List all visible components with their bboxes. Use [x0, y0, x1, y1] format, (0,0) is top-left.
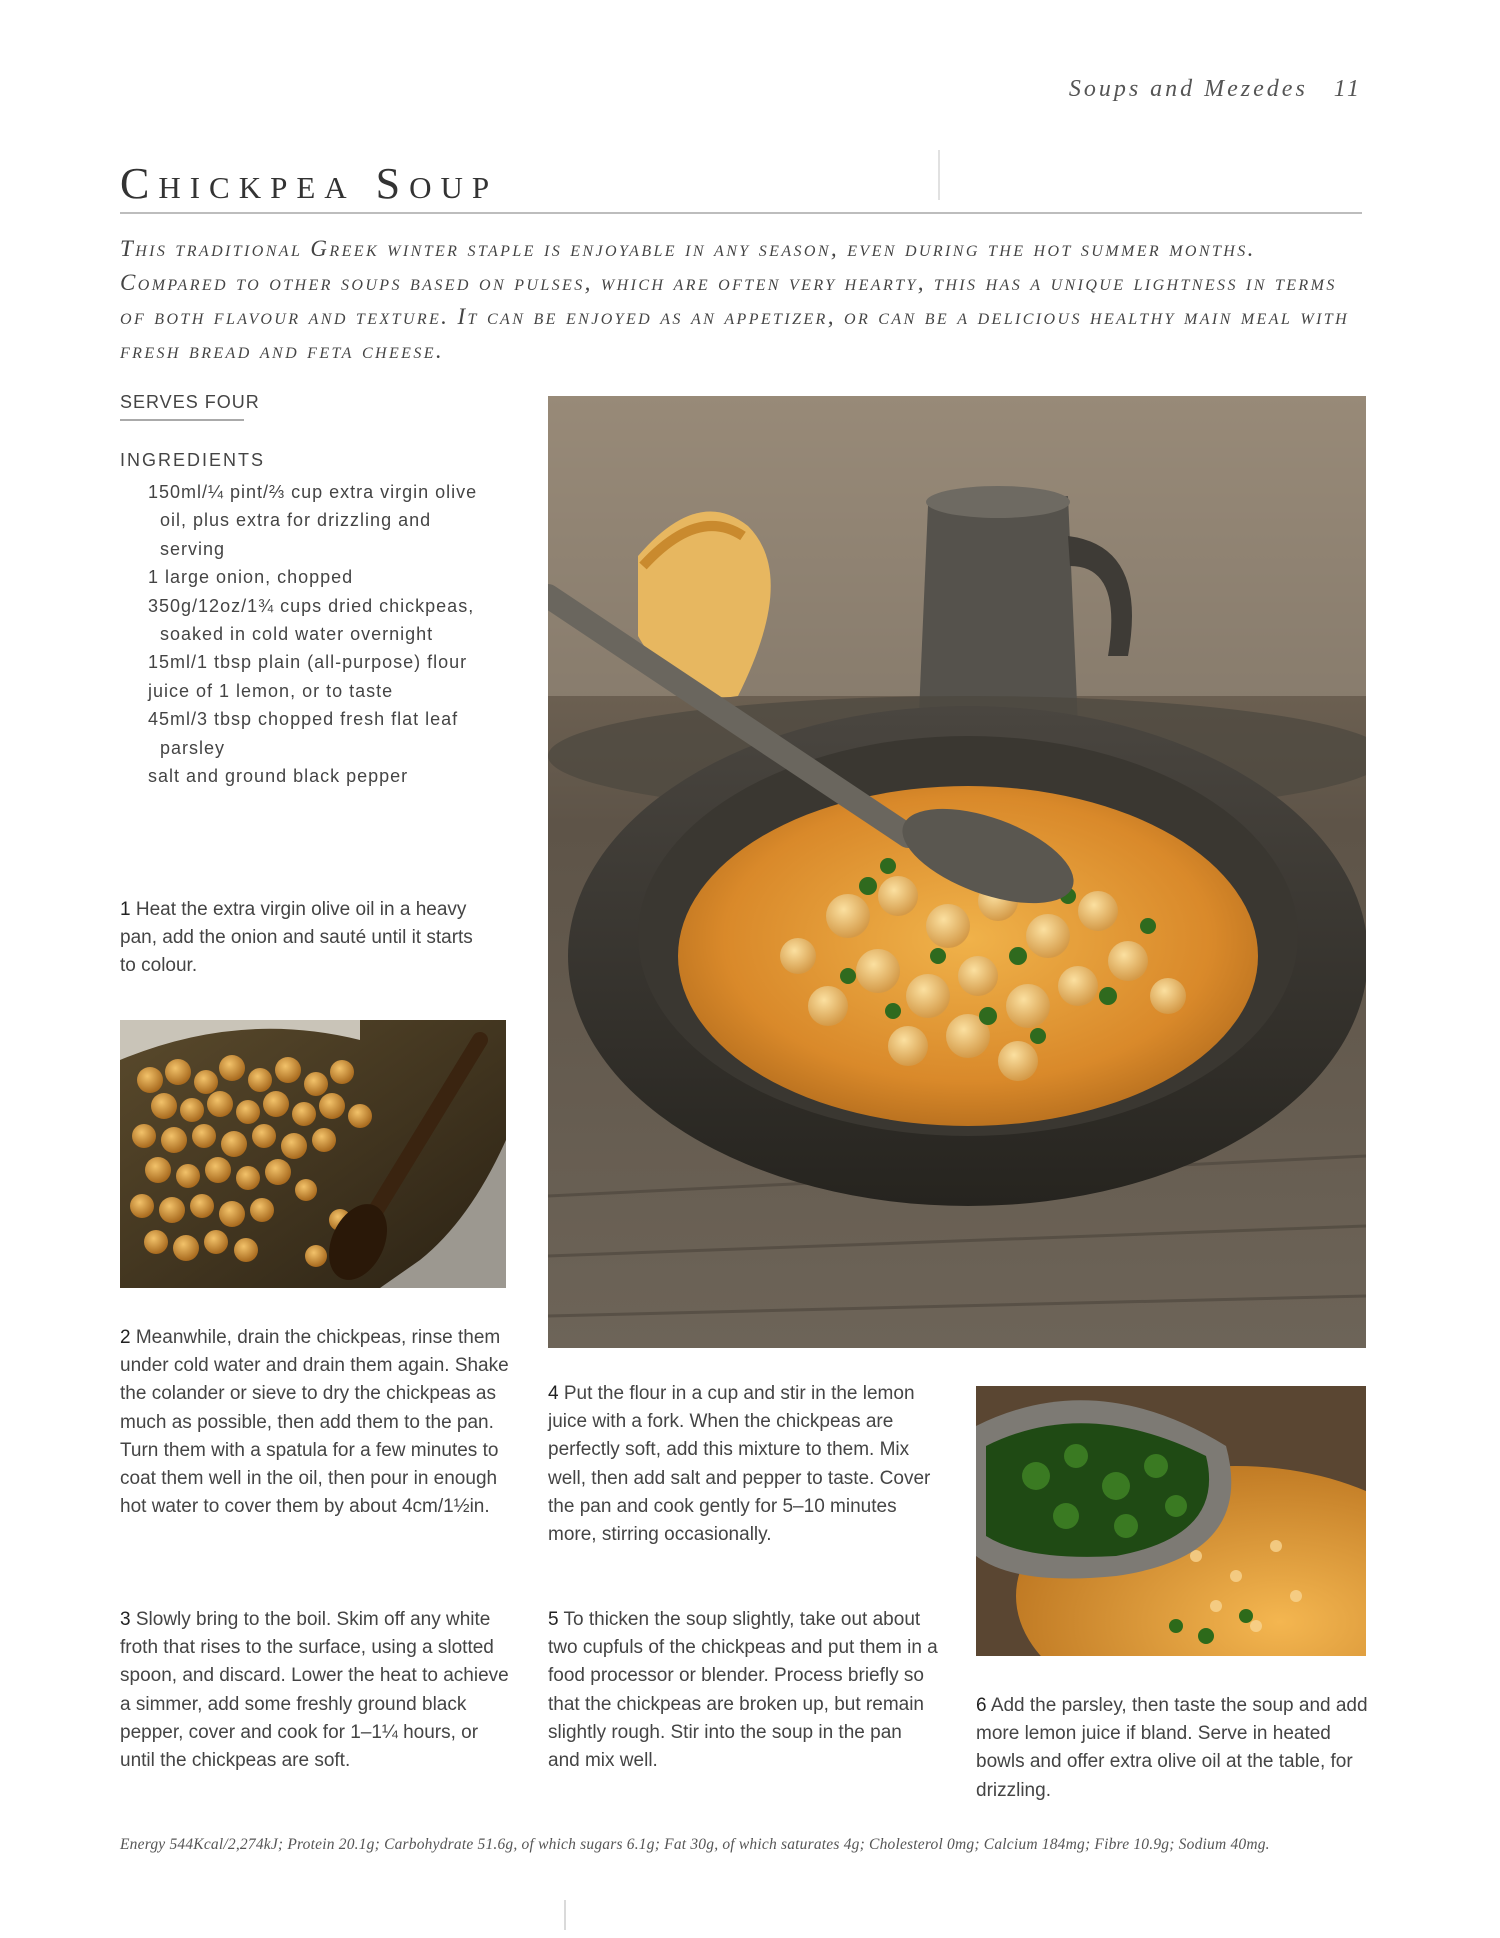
step-text: Add the parsley, then taste the soup and add more lemon juice if bland. Serve in heated bowls and offer extra olive oil at the table, for drizzling. — [976, 1695, 1368, 1801]
serves-underline — [120, 419, 244, 421]
soup-bowl-illustration — [548, 396, 1366, 1348]
chickpeas-pan-illustration — [120, 1020, 506, 1288]
ingredient-item: 1 large onion, chopped — [148, 567, 354, 588]
photo-chickpeas-in-pan — [120, 1020, 506, 1288]
step-text: Heat the extra virgin olive oil in a heavy pan, add the onion and sauté until it starts to colour. — [120, 899, 473, 977]
recipe-intro: This traditional Greek winter staple is enjoyable in any season, even during the hot summer months. Compared to other soups based on pulses, which are often very hearty, this has a unique lightness in terms of both flavour and texture. It can be enjoyed as an appetizer, or can be a delicious healthy main meal with fresh bread and feta cheese. — [120, 236, 1350, 363]
ingredient-item: juice of 1 lemon, or to taste — [148, 680, 394, 701]
guide-mark — [564, 1900, 566, 1930]
recipe-title: Chickpea Soup — [120, 159, 499, 208]
step-text: Put the flour in a cup and stir in the lemon juice with a fork. When the chickpeas are perfectly soft, add this mixture to them. Mix well, then add salt and pepper to taste. Cover the pan and cook gently for 5–10 minutes more, stirring occasionally. — [548, 1383, 931, 1546]
step-5 — [548, 1606, 938, 1775]
step-number: 3 — [120, 1609, 131, 1630]
ingredient-item: 350g/12oz/1¾ cups dried chickpeas, soaked in cold water overnight — [148, 595, 475, 645]
step-text: Meanwhile, drain the chickpeas, rinse them under cold water and drain them again. Shake the colander or sieve to dry the chickpeas as much as possible, then add them to the pan. Turn them with a spatula for a few minutes to coat them well in the oil, then pour in enough hot water to cover them by about 4cm/1½in. — [120, 1327, 509, 1518]
ingredient-item: 45ml/3 tbsp chopped fresh flat leaf parsley — [148, 709, 459, 758]
ingredient-item: salt and ground black pepper — [148, 766, 409, 787]
ingredients-list — [120, 478, 480, 790]
ingredient-item: 15ml/1 tbsp plain (all-purpose) flour — [148, 652, 468, 673]
step-4 — [548, 1380, 938, 1549]
page-number: 11 — [1333, 76, 1362, 102]
step-text: Slowly bring to the boil. Skim off any white froth that rises to the surface, using a slotted spoon, and discard. Lower the heat to achieve a simmer, add some freshly ground black pepper, cover and cook for 1–1¼ hours, or until the chickpeas are soft. — [120, 1609, 509, 1772]
section-title: Soups and Mezedes — [1068, 76, 1308, 102]
ingredients-heading: INGREDIENTS — [120, 450, 266, 470]
ingredient-item: 150ml/¼ pint/⅔ cup extra virgin olive oil, plus extra for drizzling and serving — [148, 482, 478, 559]
step-number: 5 — [548, 1609, 559, 1630]
step-2 — [120, 1324, 510, 1521]
step-text: To thicken the soup slightly, take out about two cupfuls of the chickpeas and put them in a food processor or blender. Process briefly so that the chickpeas are broken up, but remain slightly rough. Stir into the soup in the pan and mix well. — [548, 1609, 938, 1772]
step-number: 2 — [120, 1327, 131, 1348]
serves-label: SERVES FOUR — [120, 392, 260, 412]
step-3 — [120, 1606, 510, 1775]
nutrition-info: Energy 544Kcal/2,274kJ; Protein 20.1g; Carbohydrate 51.6g, of which sugars 6.1g; Fat 30g, of which saturates 4g; Cholesterol 0mg; Calcium 184mg; Fibre 10.9g; Sodium 40mg. — [120, 1836, 1270, 1853]
step-number: 1 — [120, 899, 131, 920]
photo-adding-parsley — [976, 1386, 1366, 1656]
guide-mark — [938, 150, 940, 200]
step-number: 6 — [976, 1695, 987, 1716]
title-divider — [120, 212, 1362, 214]
parsley-illustration — [976, 1386, 1366, 1656]
photo-chickpea-soup-bowl — [548, 396, 1366, 1348]
step-6 — [976, 1692, 1372, 1805]
running-head — [1069, 76, 1362, 103]
step-number: 4 — [548, 1383, 559, 1404]
step-1 — [120, 896, 480, 981]
